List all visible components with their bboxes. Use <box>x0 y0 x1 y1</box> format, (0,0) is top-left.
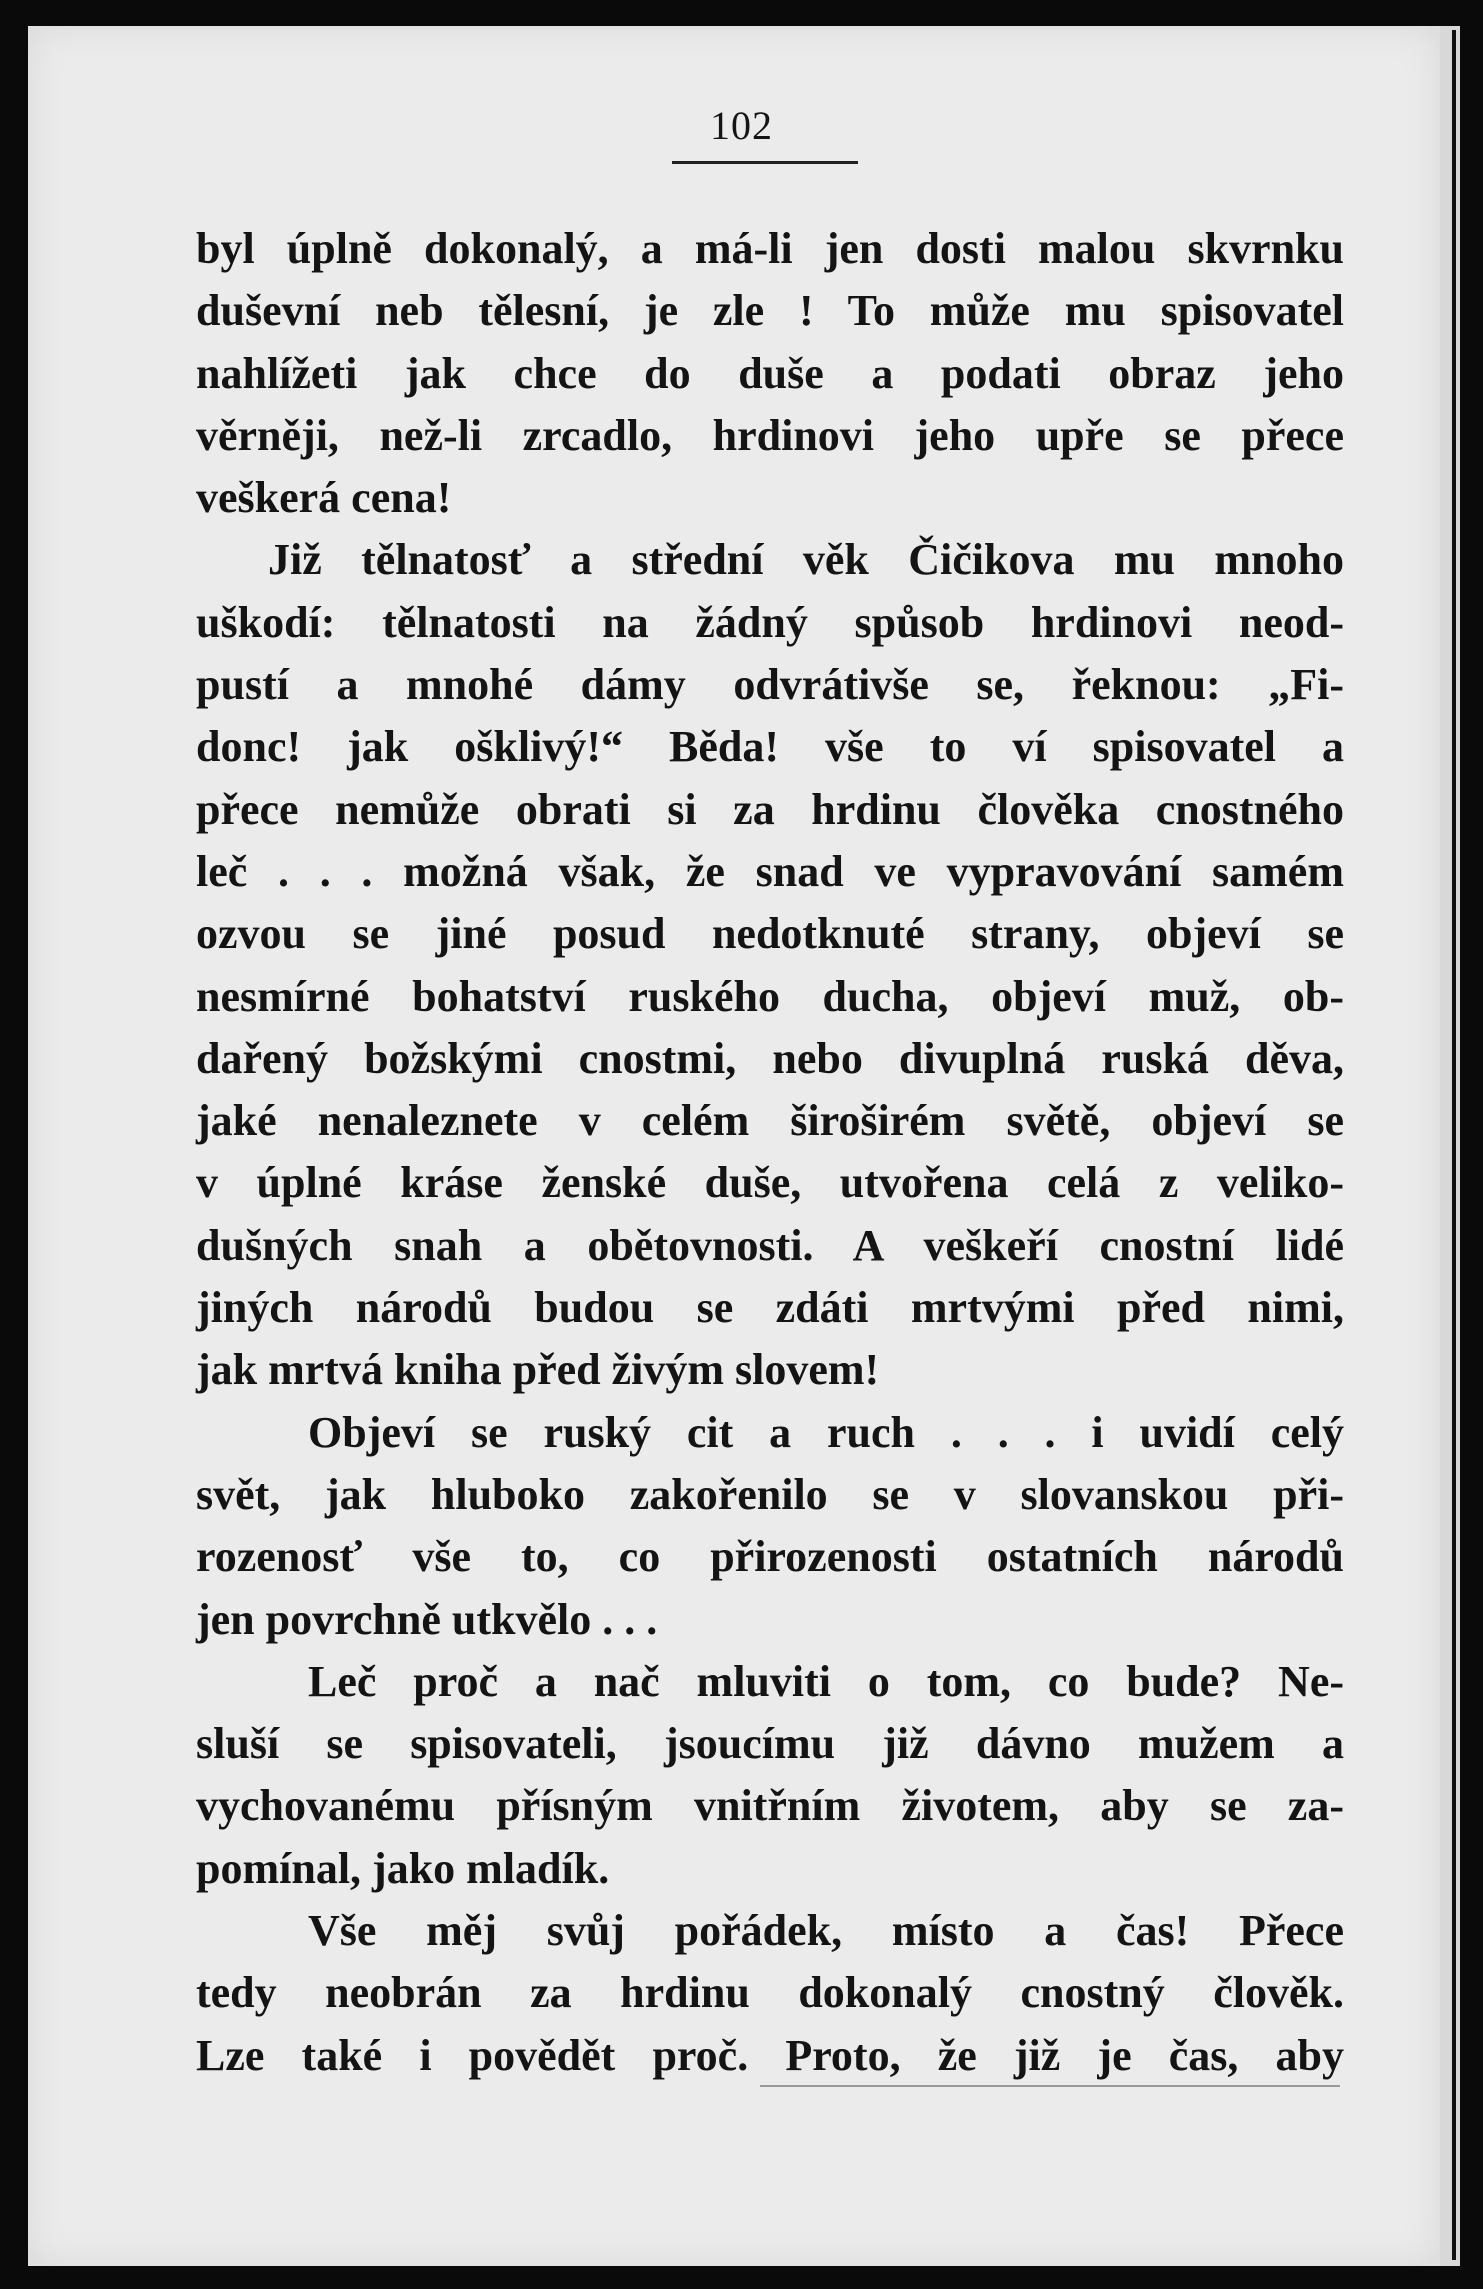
next-page-edge <box>1440 26 1460 2266</box>
text-line: donc! jak ošklivý!“ Běda! vše to ví spisovatel a <box>196 722 1344 772</box>
text-line: leč . . . možná však, že snad ve vypravování samém <box>196 846 1344 896</box>
text-line: dařený božskými cnostmi, nebo divuplná ruská děva, <box>196 1033 1344 1083</box>
text-line: jaké nenaleznete v celém široširém světě, objeví se <box>196 1096 1344 1146</box>
text-line: sluší se spisovateli, jsoucímu již dávno mužem a <box>196 1719 1344 1769</box>
text-line: Vše měj svůj pořádek, místo a čas! Přece <box>308 1906 1344 1956</box>
page-number-rule <box>672 161 858 164</box>
text-line: Objeví se ruský cit a ruch . . . i uvidí celý <box>308 1407 1344 1457</box>
text-line: vychovanému přísným vnitřním životem, aby se za- <box>196 1781 1344 1831</box>
text-line: rozenosť vše to, co přirozenosti ostatních národů <box>196 1532 1344 1582</box>
page-edge-shadow <box>1452 30 1456 2260</box>
text-line: nesmírné bohatství ruského ducha, objeví muž, ob- <box>196 971 1344 1021</box>
text-line: svět, jak hluboko zakořenilo se v slovanskou při- <box>196 1469 1344 1519</box>
page-number: 102 <box>710 103 773 148</box>
underline-mark <box>760 2085 1340 2087</box>
text-line: uškodí: tělnatosti na žádný spůsob hrdinovi neod- <box>196 597 1344 647</box>
text-line: tedy neobrán za hrdinu dokonalý cnostný člověk. <box>196 1968 1344 2018</box>
text-line: nahlížeti jak chce do duše a podati obraz jeho <box>196 348 1344 398</box>
text-line: jen povrchně utkvělo . . . <box>196 1594 658 1644</box>
text-line: Leč proč a nač mluviti o tom, co bude? Ne- <box>308 1656 1344 1706</box>
text-line: jak mrtvá kniha před živým slovem! <box>196 1345 880 1395</box>
text-line: pustí a mnohé dámy odvrátivše se, řeknou: „Fi- <box>196 660 1344 710</box>
text-line: Lze také i povědět proč. Proto, že již je čas, aby <box>196 2030 1344 2080</box>
page-body <box>196 218 1344 2087</box>
text-line: Již tělnatosť a střední věk Čičikova mu mnoho <box>268 535 1344 585</box>
text-line: byl úplně dokonalý, a má-li jen dosti malou skvrnku <box>196 224 1344 273</box>
text-line: přece nemůže obrati si za hrdinu člověka cnostného <box>196 784 1344 834</box>
text-line: jiných národů budou se zdáti mrtvými před nimi, <box>196 1283 1344 1333</box>
text-line: věrněji, než-li zrcadlo, hrdinovi jeho upře se přece <box>196 410 1344 460</box>
text-line: pomínal, jako mladík. <box>196 1843 610 1893</box>
text-line: dušných snah a obětovnosti. A veškeří cnostní lidé <box>196 1220 1344 1270</box>
text-line: veškerá cena! <box>196 473 452 523</box>
text-line: duševní neb tělesní, je zle ! To může mu spisovatel <box>196 286 1344 336</box>
text-line: ozvou se jiné posud nedotknuté strany, objeví se <box>196 909 1344 959</box>
text-line: v úplné kráse ženské duše, utvořena celá z veliko- <box>196 1158 1344 1208</box>
